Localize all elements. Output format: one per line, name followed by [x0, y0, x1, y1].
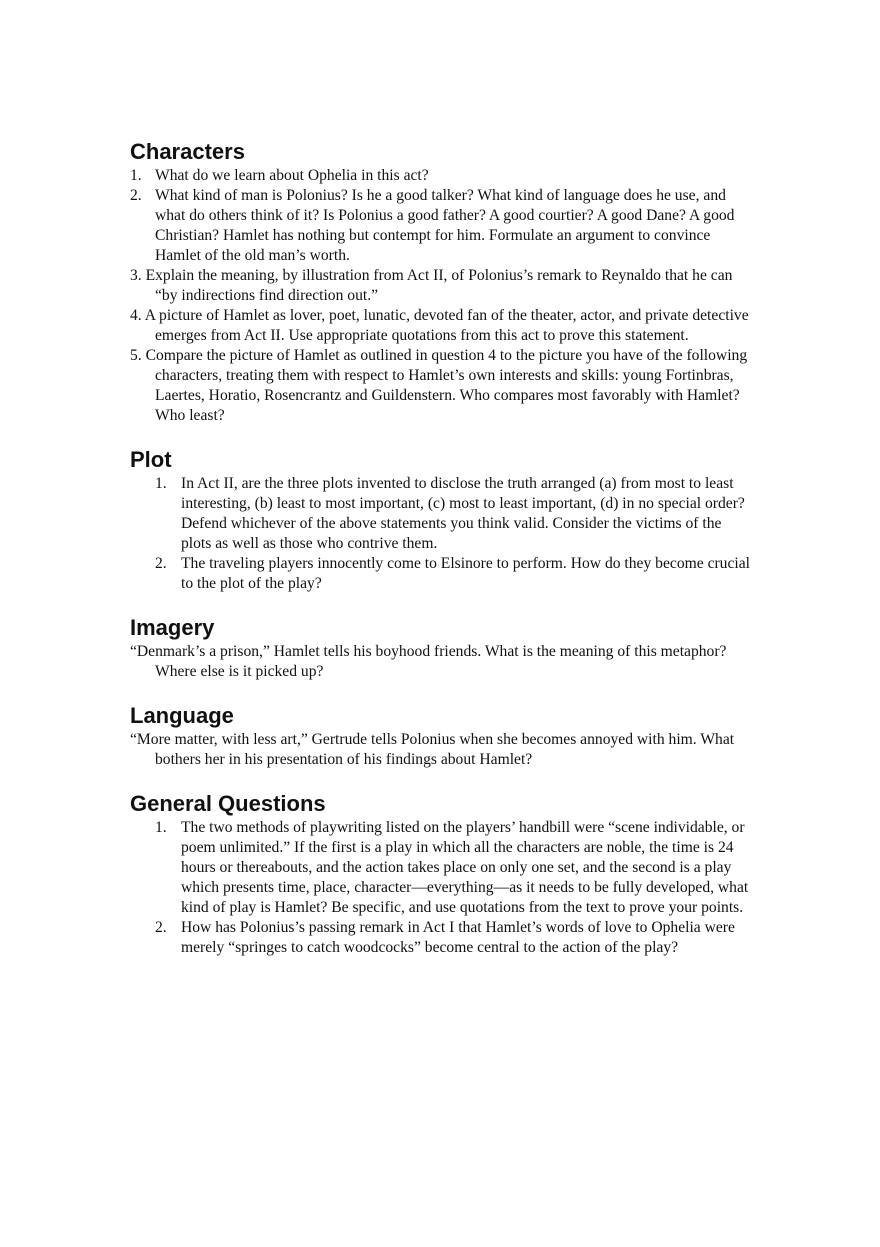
list-item: 2. What kind of man is Polonius? Is he a good talker? What kind of language does he use, and what do others think of it? Is Polonius a good father? A good courtier? A good Dane? A good Christian? Hamlet has nothing but contempt for him. Formulate an argument to convince Hamlet of the old man’s worth. — [130, 187, 735, 264]
characters-list — [130, 166, 755, 426]
list-item: 1. What do we learn about Ophelia in this act? — [130, 167, 429, 184]
list-item: 4. A picture of Hamlet as lover, poet, lunatic, devoted fan of the theater, actor, and private detective emerges from Act II. Use appropriate quotations from this act to prove this statement. — [130, 307, 749, 344]
language-section — [130, 702, 755, 770]
list-item: 1. The two methods of playwriting listed on the players’ handbill were “scene individable, or poem unlimited.” If the first is a play in which all the characters are noble, the time is 24 hours or thereabouts, and the action takes place on only one set, and the second is a play which presents time, place, character—everything—as it needs to be fully developed, what kind of play is Hamlet? Be specific, and use quotations from the text to prove your points. — [155, 819, 749, 916]
general-questions-heading: General Questions — [130, 791, 326, 816]
characters-heading: Characters — [130, 139, 245, 164]
imagery-text: “Denmark’s a prison,” Hamlet tells his boyhood friends. What is the meaning of this metaphor? Where else is it picked up? — [130, 643, 727, 680]
general-questions-section — [130, 790, 755, 958]
language-text: “More matter, with less art,” Gertrude tells Polonius when she becomes annoyed with him. What bothers her in his presentation of his findings about Hamlet? — [130, 731, 735, 768]
list-item: 2. The traveling players innocently come to Elsinore to perform. How do they become crucial to the plot of the play? — [155, 555, 750, 592]
plot-section — [130, 446, 755, 594]
plot-heading: Plot — [130, 447, 172, 472]
list-item: 1. In Act II, are the three plots invented to disclose the truth arranged (a) from most to least interesting, (b) least to most important, (c) most to least important, (d) in no special order? Defend whichever of the above statements you think valid. Consider the victims of the plots as well as those who contrive them. — [155, 475, 745, 552]
list-item: 2. How has Polonius’s passing remark in Act I that Hamlet’s words of love to Ophelia were merely “springes to catch woodcocks” become central to the action of the play? — [155, 919, 735, 956]
language-heading: Language — [130, 703, 234, 728]
list-item: 5. Compare the picture of Hamlet as outlined in question 4 to the picture you have of the following characters, treating them with respect to Hamlet’s own interests and skills: young Fortinbras, Laertes, Horatio, Rosencrantz and Guildenstern. Who compares most favorably with Hamlet? Who least? — [130, 347, 748, 424]
list-item: 3. Explain the meaning, by illustration from Act II, of Polonius’s remark to Reynaldo that he can “by indirections find direction out.” — [130, 267, 733, 304]
characters-section — [130, 138, 755, 426]
plot-list — [130, 474, 755, 594]
imagery-section — [130, 614, 755, 682]
imagery-heading: Imagery — [130, 615, 215, 640]
general-questions-list — [130, 818, 755, 958]
study-guide-page — [130, 138, 755, 978]
